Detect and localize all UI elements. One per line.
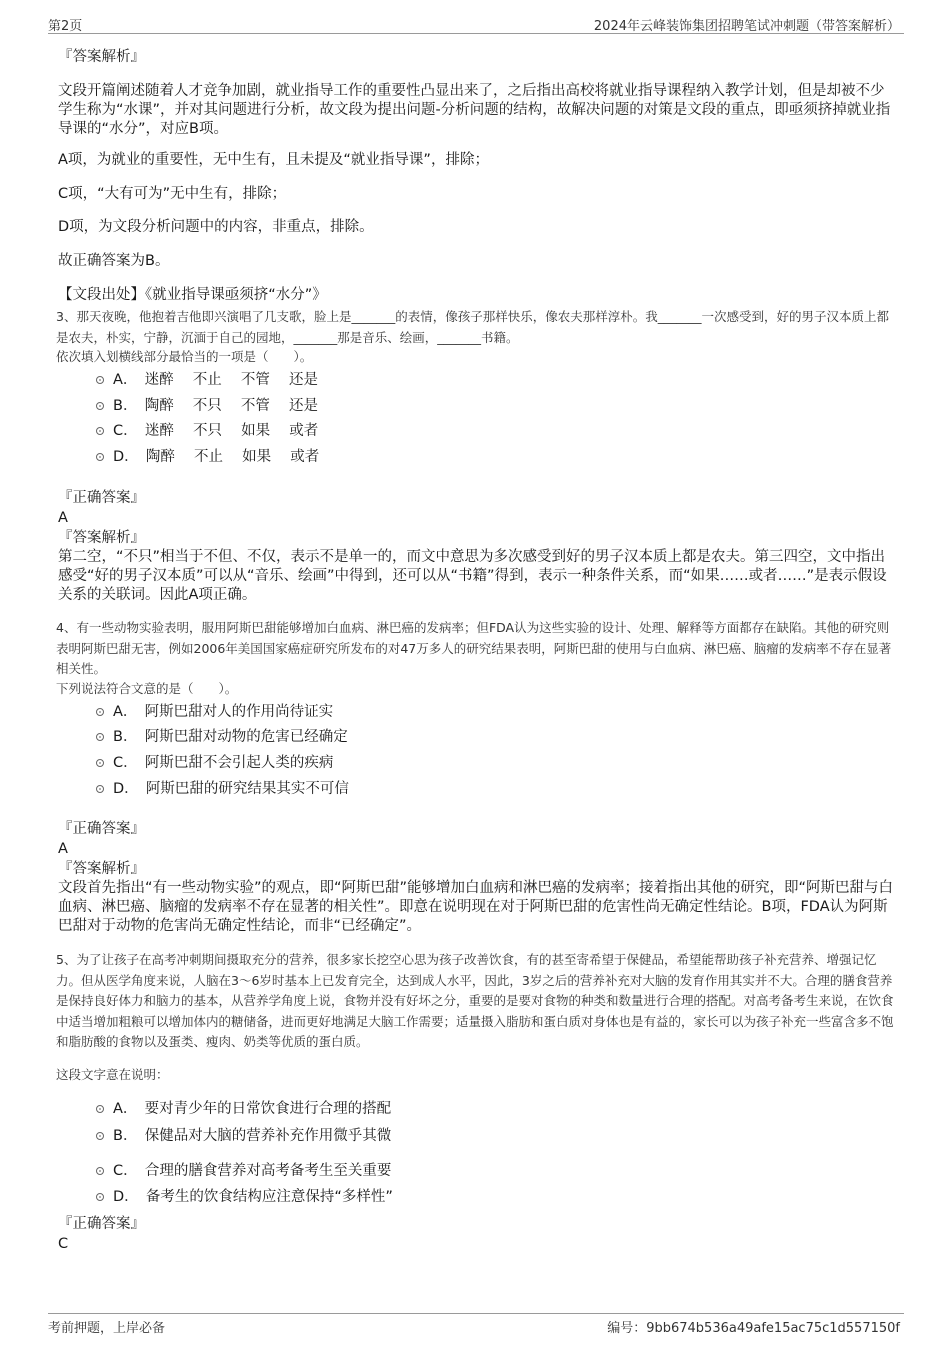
q5-answer-label: 『正确答案』 [58,1216,145,1232]
q4-option-d[interactable]: D． 阿斯巴甜的研究结果其实不可信 [96,779,349,799]
q2-final-answer: 故正确答案为B。 [58,253,170,269]
radio-icon[interactable] [96,733,104,741]
q4-answer: A [58,841,68,857]
page-number: 第2页 [48,19,83,34]
q3-option-c[interactable]: C． 迷醉 不只 如果 或者 [96,421,318,441]
radio-icon[interactable] [96,1105,104,1113]
q2-option-c-note: C项，“大有可为”无中生有，排除； [58,186,287,202]
q5-stem: 5、为了让孩子在高考冲刺期间摄取充分的营养，很多家长挖空心思为孩子改善饮食，有的甚至寄希望于保健品，希望能帮助孩子补充营养、增强记忆力。但从医学角度来说，人脑在3～6岁时基本上已发育完全，达到成人水平，因此，3岁之后的营养补充对大脑的发育作用其实并不大。合理的膳食营养是保持良好体力和脑力的基本，从营养学角度上说，食物并没有好坏之分，重要的是要对食物的种类和数量进行合理的搭配。对高考备考生来说，在饮食中适当增加粗粮可以增加体内的糖储备，进而更好地满足大脑工作需要；适量摄入脂肪和蛋白质对身体也是有益的，家长可以为孩子补充一些富含多不饱和脂肪酸的食物以及蛋类、瘦肉、奶类等优质的蛋白质。 [56,952,894,1049]
q5-option-b[interactable]: B． 保健品对大脑的营养补充作用微乎其微 [96,1126,391,1146]
page-footer [48,1313,904,1336]
q4-option-c[interactable]: C． 阿斯巴甜不会引起人类的疾病 [96,753,333,773]
q2-option-d-note: D项，为文段分析问题中的内容，非重点，排除。 [58,219,374,235]
q5-option-a[interactable]: A． 要对青少年的日常饮食进行合理的搭配 [96,1099,391,1119]
document-title: 2024年云峰装饰集团招聘笔试冲刺题（带答案解析） [593,19,900,34]
radio-icon[interactable] [96,1132,104,1140]
radio-icon[interactable] [96,785,104,793]
q4-stem: 4、有一些动物实验表明，服用阿斯巴甜能够增加白血病、淋巴癌的发病率；但FDA认为这些实验的设计、处理、解释等方面都存在缺陷。其他的研究则表明阿斯巴甜无害，例如2006年美国国家癌症研究所发布的对47万多人的研究结果表明，阿斯巴甜的使用与白血病、淋巴癌、脑瘤的发病率不存在显著相关性。 [56,620,892,676]
q4-answer-label: 『正确答案』 [58,821,145,837]
q3-answer-label: 『正确答案』 [58,490,145,506]
q3-option-b[interactable]: B． 陶醉 不只 不管 还是 [96,396,318,416]
q3-analysis: 第二空，“不只”相当于不但、不仅，表示不是单一的，而文中意思为多次感受到好的男子汉本质上都是农夫。第三四空，文中指出感受“好的男子汉本质”可以从“音乐、绘画”中得到，还可以从“书籍”得到，表示一种条件关系，而“如果……或者……”是表示假设关系的关联词。因此A项正确。 [58,549,887,603]
q3-option-d[interactable]: D． 陶醉 不止 如果 或者 [96,447,319,467]
radio-icon[interactable] [96,402,104,410]
page-header [48,13,904,34]
q4-analysis: 文段首先指出“有一些动物实验”的观点，即“阿斯巴甜”能够增加白血病和淋巴癌的发病率；接着指出其他的研究，即“阿斯巴甜与白血病、淋巴癌、脑瘤的发病率不存在显著的相关性”。即意在说明现在对于阿斯巴甜的危害性尚无确定性结论。B项，FDA认为阿斯巴甜对于动物的危害尚无确定性结论，而非“已经确定”。 [58,880,894,934]
q4-option-b[interactable]: B． 阿斯巴甜对动物的危害已经确定 [96,727,348,747]
radio-icon[interactable] [96,759,104,767]
q2-option-a-note: A项，为就业的重要性，无中生有，且未提及“就业指导课”，排除； [58,152,489,168]
q2-analysis-text: 文段开篇阐述随着人才竞争加剧，就业指导工作的重要性凸显出来了，之后指出高校将就业指导课程纳入教学计划，但是却被不少学生称为“水课”，并对其问题进行分析，故文段为提出问题-分析问题的结构，故解决问题的对策是文段的重点，即亟须挤掉就业指导课的“水分”，对应B项。 [58,83,891,137]
q5-prompt: 这段文字意在说明： [56,1067,169,1082]
q4-prompt: 下列说法符合文意的是（ ）。 [56,681,238,696]
footer-slogan: 考前押题，上岸必备 [48,1321,166,1336]
document-id: 编号：9bb674b536a49afe15ac75c1d557150f [607,1321,900,1336]
q5-option-d[interactable]: D． 备考生的饮食结构应注意保持“多样性” [96,1187,393,1207]
radio-icon[interactable] [96,427,104,435]
q5-answer: C [58,1236,69,1252]
radio-icon[interactable] [96,708,104,716]
q2-source: 【文段出处】《就业指导课亟须挤“水分”》 [58,287,327,303]
q2-analysis-label: 『答案解析』 [58,49,145,65]
radio-icon[interactable] [96,1167,104,1175]
q3-answer: A [58,510,68,526]
radio-icon[interactable] [96,376,104,384]
radio-icon[interactable] [96,453,104,461]
q5-option-c[interactable]: C． 合理的膳食营养对高考备考生至关重要 [96,1161,391,1181]
q4-analysis-label: 『答案解析』 [58,861,145,877]
q4-option-a[interactable]: A． 阿斯巴甜对人的作用尚待证实 [96,702,333,722]
q3-analysis-label: 『答案解析』 [58,530,145,546]
q3-prompt: 依次填入划横线部分最恰当的一项是（ ）。 [56,349,313,364]
q3-stem: 3、那天夜晚，他抱着吉他即兴演唱了几支歌，脸上是_______的表情，像孩子那样快乐，像农夫那样淳朴。我_______一次感受到，好的男子汉本质上都是农夫，朴实，宁静，沉湎于自己的园地，_______那是音乐、绘画，_______书籍。 [56,309,889,345]
radio-icon[interactable] [96,1193,104,1201]
q3-option-a[interactable]: A． 迷醉 不止 不管 还是 [96,370,318,390]
